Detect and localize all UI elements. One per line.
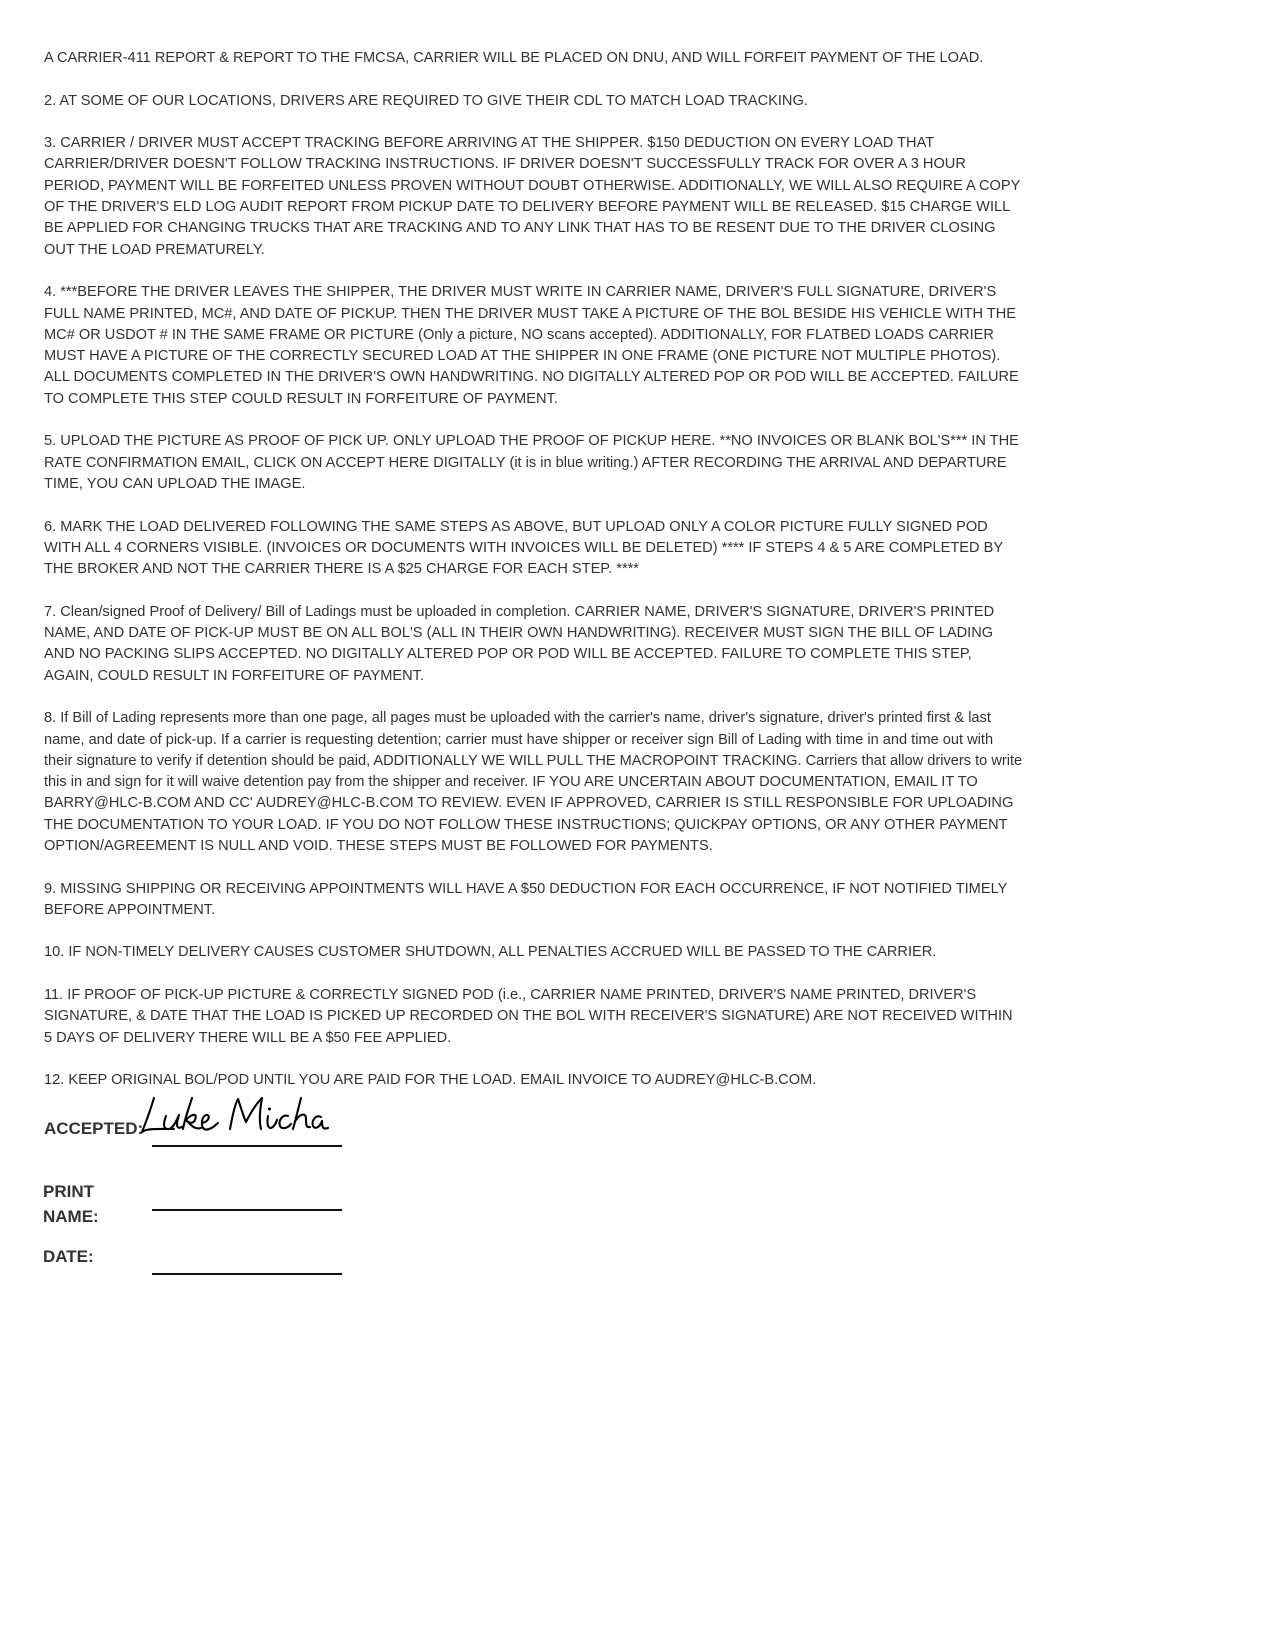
term-paragraph: 3. CARRIER / DRIVER MUST ACCEPT TRACKING BEFORE ARRIVING AT THE SHIPPER. $150 DEDUCTION ON EVERY LOAD THAT CARRIER/DRIVER DOESN'T FOLLOW TRACKING INSTRUCTIONS. IF DRIVER DOESN'T SUCCESSFULLY TRACK FOR OVER A 3 HOUR PERIOD, PAYMENT WILL BE FORFEITED UNLESS PROVEN WITHOUT DOUBT OTHERWISE. ADDITIONALLY, WE WILL ALSO REQUIRE A COPY OF THE DRIVER'S ELD LOG AUDIT REPORT FROM PICKUP DATE TO DELIVERY BEFORE PAYMENT WILL BE RELEASED. $15 CHARGE WILL BE APPLIED FOR CHANGING TRUCKS THAT ARE TRACKING AND TO ANY LINK THAT HAS TO BE RESENT DUE TO THE DRIVER CLOSING OUT THE LOAD PREMATURELY. [44, 135, 1021, 258]
term-paragraph: A CARRIER-411 REPORT & REPORT TO THE FMCSA, CARRIER WILL BE PLACED ON DNU, AND WILL FORFEIT PAYMENT OF THE LOAD. [44, 50, 984, 66]
print-name-line [152, 1209, 342, 1211]
term-paragraph: 4. ***BEFORE THE DRIVER LEAVES THE SHIPPER, THE DRIVER MUST WRITE IN CARRIER NAME, DRIVER'S FULL SIGNATURE, DRIVER'S FULL NAME PRINTED, MC#, AND DATE OF PICKUP. THEN THE DRIVER MUST TAKE A PICTURE OF THE BOL BESIDE HIS VEHICLE WITH THE MC# OR USDOT # IN THE SAME FRAME OR PICTURE (Only a picture, NO scans accepted). ADDITIONALLY, FOR FLATBED LOADS CARRIER MUST HAVE A PICTURE OF THE CORRECTLY SECURED LOAD AT THE SHIPPER IN ONE FRAME (ONE PICTURE NOT MULTIPLE PHOTOS). ALL DOCUMENTS COMPLETED IN THE DRIVER'S OWN HANDWRITING. NO DIGITALLY ALTERED POP OR POD WILL BE ACCEPTED. FAILURE TO COMPLETE THIS STEP COULD RESULT IN FORFEITURE OF PAYMENT. [44, 284, 1019, 407]
term-paragraph: 7. Clean/signed Proof of Delivery/ Bill of Ladings must be uploaded in completion. CARRIER NAME, DRIVER'S SIGNATURE, DRIVER'S PRINTED NAME, AND DATE OF PICK-UP MUST BE ON ALL BOL'S (ALL IN THEIR OWN HANDWRITING). RECEIVER MUST SIGN THE BILL OF LADING AND NO PACKING SLIPS ACCEPTED. NO DIGITALLY ALTERED POP OR POD WILL BE ACCEPTED. FAILURE TO COMPLETE THIS STEP, AGAIN, COULD RESULT IN FORFEITURE OF PAYMENT. [44, 603, 995, 684]
term-paragraph: 2. AT SOME OF OUR LOCATIONS, DRIVERS ARE REQUIRED TO GIVE THEIR CDL TO MATCH LOAD TRACKING. [44, 92, 808, 109]
accepted-signature-line [152, 1145, 342, 1147]
term-paragraph: 5. UPLOAD THE PICTURE AS PROOF OF PICK UP. ONLY UPLOAD THE PROOF OF PICKUP HERE. **NO INVOICES OR BLANK BOL'S*** IN THE RATE CONFIRMATION EMAIL, CLICK ON ACCEPT HERE DIGITALLY (it is in blue writing.) AFTER RECORDING THE ARRIVAL AND DEPARTURE TIME, YOU CAN UPLOAD THE IMAGE. [44, 433, 1019, 492]
print-name-label-line2: NAME: [43, 1207, 99, 1226]
term-paragraph: 6. MARK THE LOAD DELIVERED FOLLOWING THE SAME STEPS AS ABOVE, BUT UPLOAD ONLY A COLOR PICTURE FULLY SIGNED POD WITH ALL 4 CORNERS VISIBLE. (INVOICES OR DOCUMENTS WITH INVOICES WILL BE DELETED) **** IF STEPS 4 & 5 ARE COMPLETED BY THE BROKER AND NOT THE CARRIER THERE IS A $25 CHARGE FOR EACH STEP. **** [44, 518, 1003, 578]
accepted-label: ACCEPTED: [44, 1119, 144, 1138]
term-paragraph: 11. IF PROOF OF PICK-UP PICTURE & CORRECTLY SIGNED POD (i.e., CARRIER NAME PRINTED, DRIVER'S NAME PRINTED, DRIVER'S SIGNATURE, & DATE THAT THE LOAD IS PICKED UP RECORDED ON THE BOL WITH RECEIVER'S SIGNATURE) ARE NOT RECEIVED WITHIN 5 DAYS OF DELIVERY THERE WILL BE A $50 FEE APPLIED. [44, 987, 1013, 1046]
term-paragraph: 10. IF NON-TIMELY DELIVERY CAUSES CUSTOMER SHUTDOWN, ALL PENALTIES ACCRUED WILL BE PASSED TO THE CARRIER. [44, 944, 937, 961]
handwritten-signature [138, 1092, 338, 1140]
term-paragraph: 8. If Bill of Lading represents more than one page, all pages must be uploaded with the carrier's name, driver's signature, driver's printed first & last name, and date of pick-up. If a carrier is requesting detention; carrier must have shipper or receiver sign Bill of Lading with time in and time out with their signature to verify if detention should be paid, ADDITIONALLY WE WILL PULL THE MACROPOINT TRACKING. Carriers that allow drivers to write this in and sign for it will waive detention pay from the shipper and receiver. IF YOU ARE UNCERTAIN ABOUT DOCUMENTATION, EMAIL IT TO BARRY@HLC-B.COM AND CC' AUDREY@HLC-B.COM TO REVIEW. EVEN IF APPROVED, CARRIER IS STILL RESPONSIBLE FOR UPLOADING THE DOCUMENTATION TO YOUR LOAD. IF YOU DO NOT FOLLOW THESE INSTRUCTIONS; QUICKPAY OPTIONS, OR ANY OTHER PAYMENT OPTION/AGREEMENT IS NULL AND VOID. THESE STEPS MUST BE FOLLOWED FOR PAYMENTS. [44, 710, 1023, 854]
term-paragraph: 9. MISSING SHIPPING OR RECEIVING APPOINTMENTS WILL HAVE A $50 DEDUCTION FOR EACH OCCURRENCE, IF NOT NOTIFIED TIMELY BEFORE APPOINTMENT. [44, 880, 1008, 918]
terms-list [44, 48, 1024, 1113]
date-label: DATE: [43, 1247, 94, 1266]
date-line [152, 1273, 342, 1275]
print-name-label-line1: PRINT [43, 1182, 94, 1201]
term-paragraph: 12. KEEP ORIGINAL BOL/POD UNTIL YOU ARE PAID FOR THE LOAD. EMAIL INVOICE TO AUDREY@HLC-B.COM. [44, 1072, 817, 1089]
